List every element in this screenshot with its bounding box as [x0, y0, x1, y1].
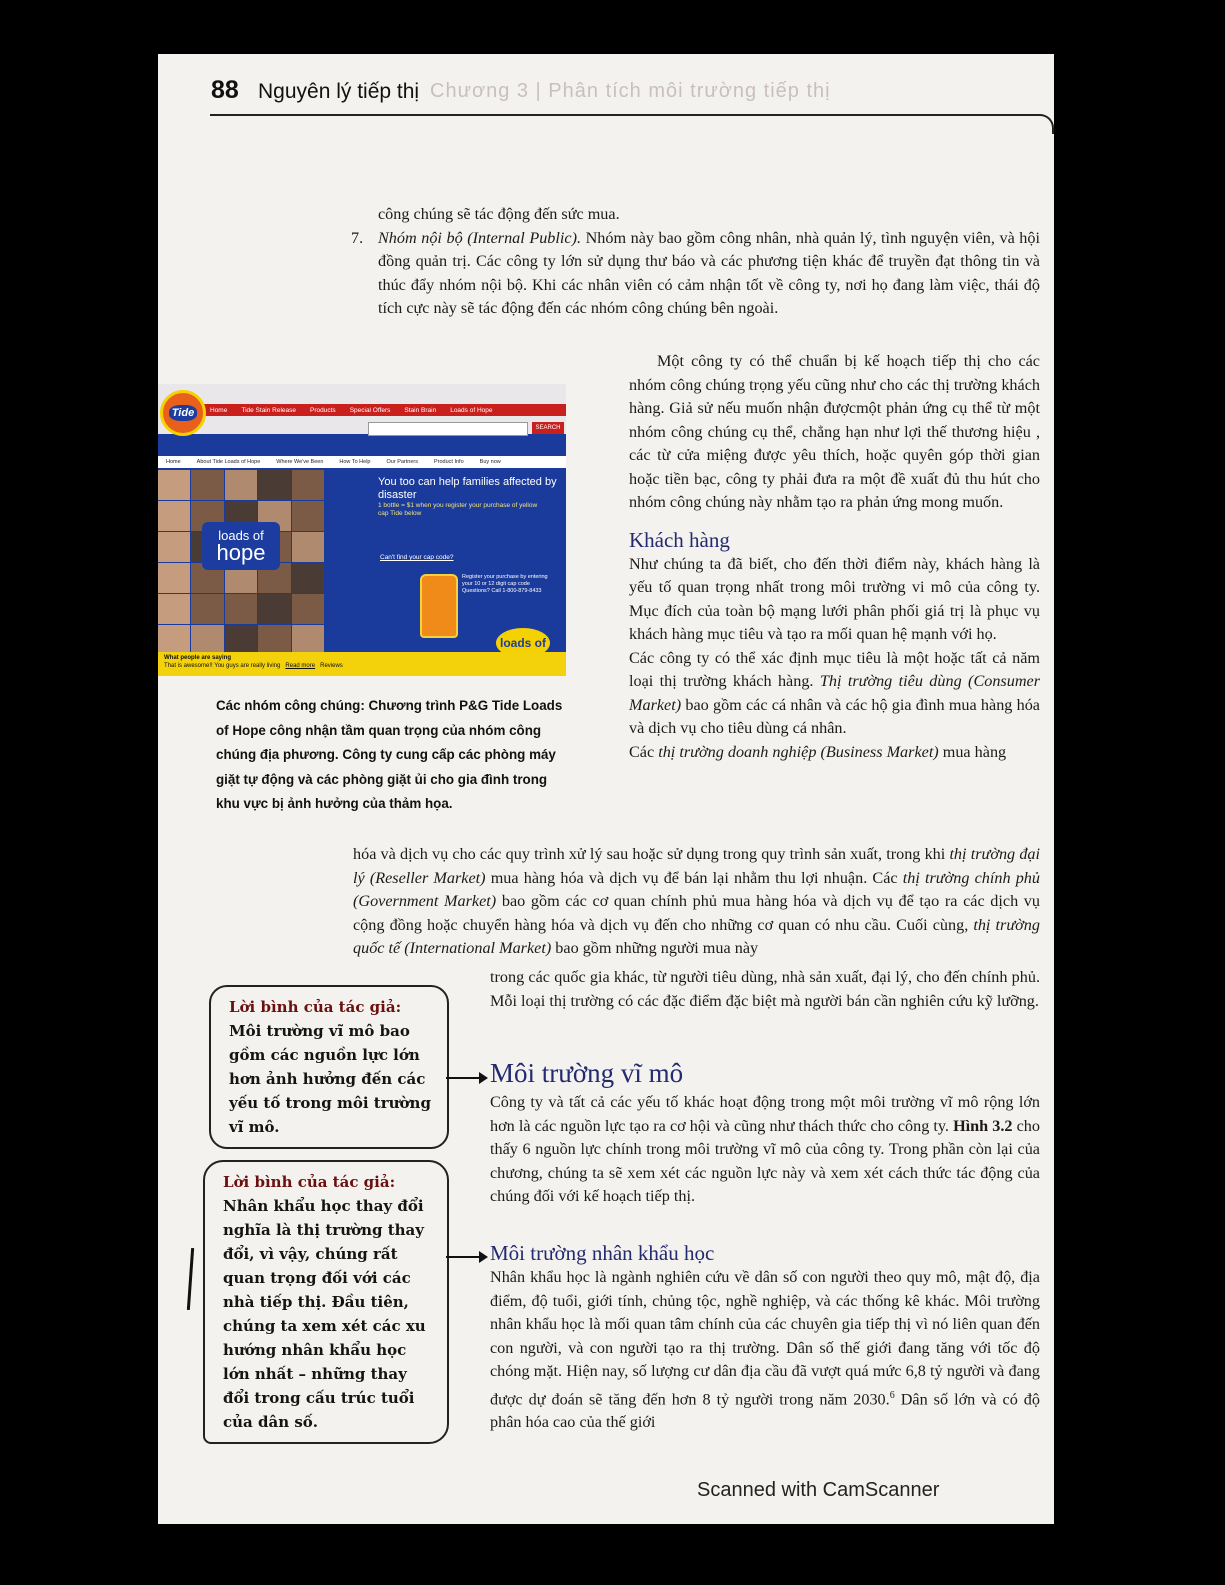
tide-logo [160, 390, 206, 436]
ad-message: You too can help families affected by disaster [378, 476, 557, 501]
term-international-market: thị trường quốc tế (International Market) [353, 915, 1040, 957]
ad-footer-title: What people are saying [164, 655, 232, 661]
author-note-macro [209, 985, 449, 1149]
ad-nav-item: Home [210, 406, 228, 414]
ad-nav-item: Loads of Hope [450, 406, 493, 414]
right-column [629, 350, 1040, 764]
badge-line-1: loads of [218, 528, 264, 543]
ad-subnav-item: Product Info [433, 459, 464, 465]
section-heading-khach-hang: Khách hàng [629, 527, 730, 552]
customers-paragraph-1: Như chúng ta đã biết, cho đến thời điểm này, khách hàng là yếu tố quan trọng nhất trong môi trường vi mô của công ty. Mục đích của toàn bộ mạng lưới phân phối giá trị là phục vụ khách hàng mục tiêu và tạo ra mối quan hệ mạnh với họ. [629, 554, 1040, 643]
term-government-market: thị trường chính phủ (Government Market) [353, 868, 1040, 910]
macro-paragraph: Công ty và tất cả các yếu tố khác hoạt động trong một môi trường vĩ mô rộng lớn hơn là các nguồn lực tạo ra cơ hội và cũng như thách thức cho công ty. Hình 3.2 cho thấy 6 nguồn lực chính trong môi trường vĩ mô của công ty. Trong phần còn lại của chương, chúng ta sẽ xem xét các nguồn lực này và xem xét cách thức tác động của chúng đối với kế hoạch tiếp thị. [490, 1093, 1040, 1205]
customers-paragraph-2: Các công ty có thể xác định mục tiêu là một hoặc tất cả năm loại thị trường khách hàng. Thị trường tiêu dùng (Consumer Market) bao gồm các cá nhân và các hộ gia đình mua hàng hóa và dịch vụ cho tiêu dùng cá nhân. [629, 648, 1041, 737]
arrow-icon [446, 1077, 486, 1079]
loads-of-hope-badge [202, 522, 280, 570]
term-internal-public: Nhóm nội bộ (Internal Public). [378, 228, 582, 247]
markets-paragraph: hóa và dịch vụ cho các quy trình xử lý sau hoặc sử dụng trong quy trình sản xuất, trong khi thị trường đại lý (Reseller Market) mua hàng hóa và dịch vụ để bán lại nhằm thu lợi nhuận. Các thị trường chính phủ (Government Market) bao gồm các cơ quan chính phủ mua hàng hóa và dịch vụ để tạo ra các dịch vụ cộng đồng hoặc chuyển hàng hóa và dịch vụ đến cho những cơ quan có nhu cầu. Cuối cùng, thị trường quốc tế (International Market) bao gồm những người mua này [353, 845, 1040, 957]
ad-footer-read-more: Read more [285, 663, 316, 669]
ghost-running-header: Chương 3 | Phân tích môi trường tiếp thị [430, 80, 831, 102]
list-number: 7. [351, 228, 364, 247]
ad-footer [158, 652, 566, 676]
ad-subnav-item: Our Partners [386, 459, 418, 465]
ad-register-text: Register your purchase by entering your 10 or 12 digit cap code Questions? Call 1-800-879-8433 [462, 574, 548, 594]
section-heading-vi-mo: Môi trường vĩ mô [490, 1058, 684, 1088]
ad-nav-item: Special Offers [349, 406, 391, 414]
header-rule [210, 114, 1040, 116]
ad-footer-row [164, 662, 560, 670]
book-title: Nguyên lý tiếp thị [258, 80, 420, 103]
author-note-demographics [203, 1160, 449, 1444]
demographic-section [490, 1240, 1040, 1435]
ad-cap-code-link: Can't find your cap code? [380, 554, 454, 561]
markets-paragraph-end: trong các quốc gia khác, từ người tiêu dùng, nhà sản xuất, đại lý, cho đến chính phủ. Mỗi loại thị trường có các đặc điểm đặc biệt mà người bán cần nghiên cứu kỹ lưỡng. [490, 968, 1040, 1010]
ad-nav-bar [204, 404, 566, 416]
tide-logo-text: Tide [169, 405, 197, 421]
ad-search-field [368, 422, 528, 436]
ad-search-button: SEARCH [532, 422, 564, 434]
figure-caption: Các nhóm công chúng: Chương trình P&G Tide Loads of Hope công nhận tầm quan trọng của nhóm công chúng địa phương. Công ty cung cấp các phòng máy giặt tự động và các phòng giặt ủi cho gia đình trong khu vực bị ảnh hưởng của thảm họa. [216, 698, 563, 811]
ad-nav-item: Tide Stain Release [241, 406, 297, 414]
term-reseller-market: thị trường đại lý (Reseller Market) [353, 845, 1040, 887]
publics-paragraph: Một công ty có thể chuẩn bị kế hoạch tiếp thị cho các nhóm công chúng trọng yếu cũng như cho các thị trường khách hàng. Giả sử nếu muốn nhận đượcmột phản ứng cụ thể từ một nhóm công chúng cụ thể, chẳng hạn như lợi thế thương hiệu , các từ cửa miệng được yêu thích, hoặc quyên góp thời gian hoặc tiền bạc, công ty phải đưa ra một đề xuất đủ thu hút cho nhóm công chúng này nhằm tạo ra phản ứng mong muốn. [629, 352, 1040, 511]
narrow-paragraph [490, 966, 1040, 1013]
macro-section [490, 1057, 1040, 1209]
ad-nav-item: Stain Brain [404, 406, 437, 414]
note-body: Môi trường vĩ mô bao gồm các nguồn lực lớn hơn ảnh hưởng đến các yếu tố trong môi trường vĩ mô. [229, 1022, 431, 1136]
ad-subnav-item: Home [166, 459, 181, 465]
intro-block [351, 203, 1040, 321]
demographic-paragraph: Nhân khẩu học là ngành nghiên cứu về dân số con người theo quy mô, mật độ, địa điểm, độ tuổi, giới tính, chủng tộc, nghề nghiệp, và các thống kê khác. Môi trường nhân khẩu học là mối quan tâm chính của các chuyên gia tiếp thị vì nó liên quan đến con người, và con người tạo ra thị trường. Dân số thế giới đang tăng với tốc độ chóng mặt. Hiện nay, số lượng cư dân địa cầu đã vượt quá mức 6,8 tỷ người và đang được dự đoán sẽ tăng đến hơn 8 tỷ người trong năm 2030.$^6$ Dân số lớn và có độ phân hóa cao của thế giới [490, 1268, 1040, 1432]
section-heading-nhan-khau: Môi trường nhân khẩu học [490, 1241, 715, 1265]
badge-line-2: hope [216, 540, 266, 565]
ad-small-print: 1 bottle = $1 when you register your purchase of yellow cap Tide below [378, 502, 538, 517]
list-item-text: Nhóm này bao gồm công nhân, nhà quản lý, tình nguyện viên, và hội đồng quản trị. Các công ty lớn sử dụng thư báo và các phương tiện khác để truyền đạt thông tin và thúc đẩy nhóm nội bộ. Khi các nhân viên có cảm nhận tốt về công ty, nơi họ đang làm việc, thái độ tích cực này sẽ tác động đến các nhóm công chúng bên ngoài. [378, 228, 1040, 317]
ad-subnav-item: Where We've Been [276, 459, 324, 465]
ad-subnav-item: How To Help [339, 459, 371, 465]
note-body: Nhân khẩu học thay đổi nghĩa là thị trường thay đổi, vì vậy, chúng rất quan trọng đối với các nhà tiếp thị. Đầu tiên, chúng ta xem xét các xu hướng nhân khẩu học lớn nhất – những thay đổi trong cấu trúc tuổi của dân số. [223, 1197, 426, 1431]
tide-loads-of-hope-ad [158, 384, 566, 676]
note-title: Lời bình của tác giả: [229, 998, 402, 1016]
ad-footer-reviews: Reviews [320, 663, 343, 669]
note-title: Lời bình của tác giả: [223, 1173, 396, 1191]
ad-subnav-item: About Tide Loads of Hope [196, 459, 261, 465]
camscanner-watermark: Scanned with CamScanner [697, 1479, 940, 1501]
ad-subnav [158, 456, 566, 468]
page-number: 88 [211, 76, 239, 104]
term-consumer-market: Thị trường tiêu dùng (Consumer Market) [629, 672, 1041, 714]
intro-line: công chúng sẽ tác động đến sức mua. [378, 205, 620, 223]
tide-bottle-icon [420, 574, 458, 638]
footnote-marker: 6 [889, 1389, 895, 1401]
arrow-icon [446, 1256, 486, 1258]
ad-corner-logo: loads of [496, 628, 550, 658]
list-item-7 [351, 227, 1040, 321]
wide-paragraph [353, 843, 1040, 961]
term-business-market: thị trường doanh nghiệp (Business Market) [658, 742, 939, 761]
ad-subnav-item: Buy now [479, 459, 501, 465]
customers-paragraph-3: Các thị trường doanh nghiệp (Business Market) mua hàng [629, 742, 1007, 761]
figure-reference: Hình 3.2 [953, 1116, 1013, 1135]
ad-nav-item: Products [310, 406, 336, 414]
ad-footer-quote: That is awesome!! You guys are really living [164, 663, 281, 669]
